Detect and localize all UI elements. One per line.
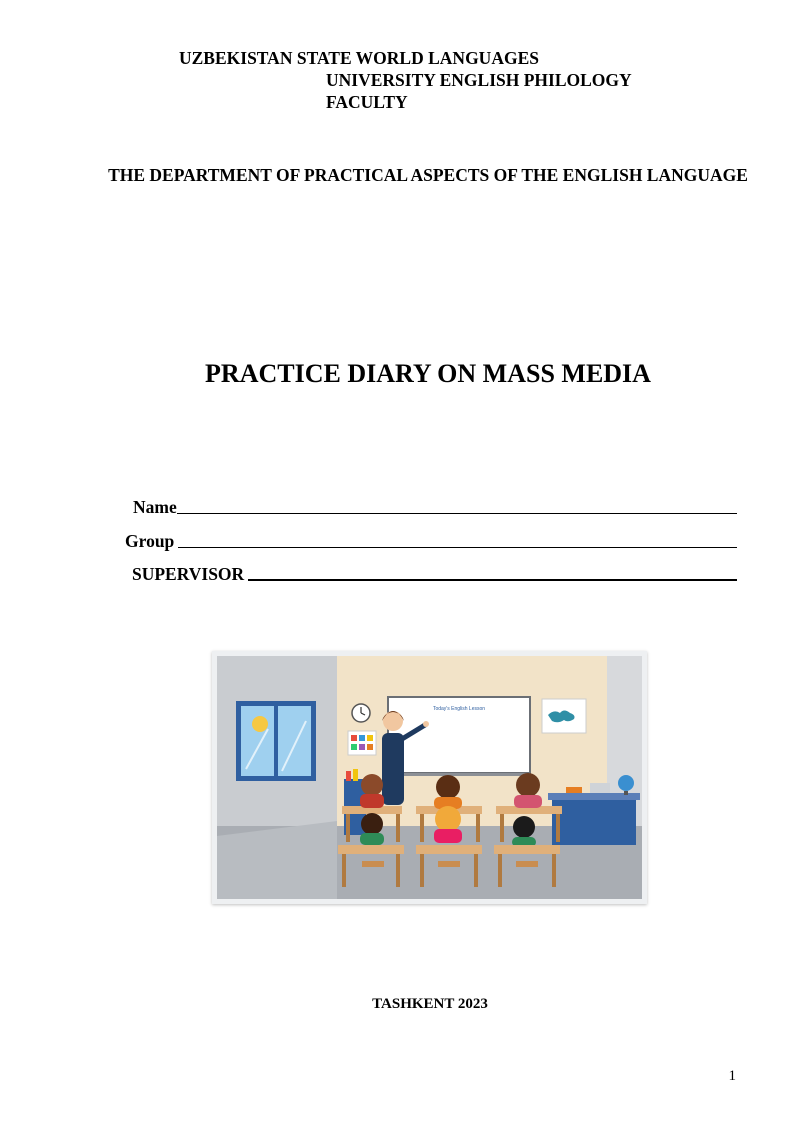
page-number: 1 [728, 1068, 736, 1084]
group-label: Group [125, 531, 175, 551]
supervisor-label: SUPERVISOR [132, 564, 245, 584]
group-blank-line [178, 531, 737, 548]
city-year: TASHKENT 2023 [372, 996, 488, 1012]
name-field [133, 496, 737, 518]
department-name: THE DEPARTMENT OF PRACTICAL ASPECTS OF THE ENGLISH LANGUAGE [108, 165, 748, 185]
supervisor-field [132, 563, 737, 585]
color-chart [348, 731, 376, 755]
supervisor-blank-line [248, 563, 737, 581]
group-field [125, 530, 737, 552]
laptop-icon [590, 783, 610, 793]
university-name-line1: UZBEKISTAN STATE WORLD LANGUAGES [179, 48, 539, 68]
globe-icon [618, 775, 634, 791]
teacher-desk [552, 799, 636, 845]
name-label: Name [133, 497, 177, 517]
university-name-line3: FACULTY [326, 92, 408, 112]
classroom-illustration [212, 651, 647, 904]
document-title: PRACTICE DIARY ON MASS MEDIA [205, 359, 651, 388]
window-pane-right [278, 706, 311, 776]
board-text: Today's English Lesson [432, 706, 486, 712]
sun-icon [252, 716, 268, 732]
name-blank-line [177, 497, 737, 514]
university-name-line2: UNIVERSITY ENGLISH PHILOLOGY [326, 70, 632, 90]
